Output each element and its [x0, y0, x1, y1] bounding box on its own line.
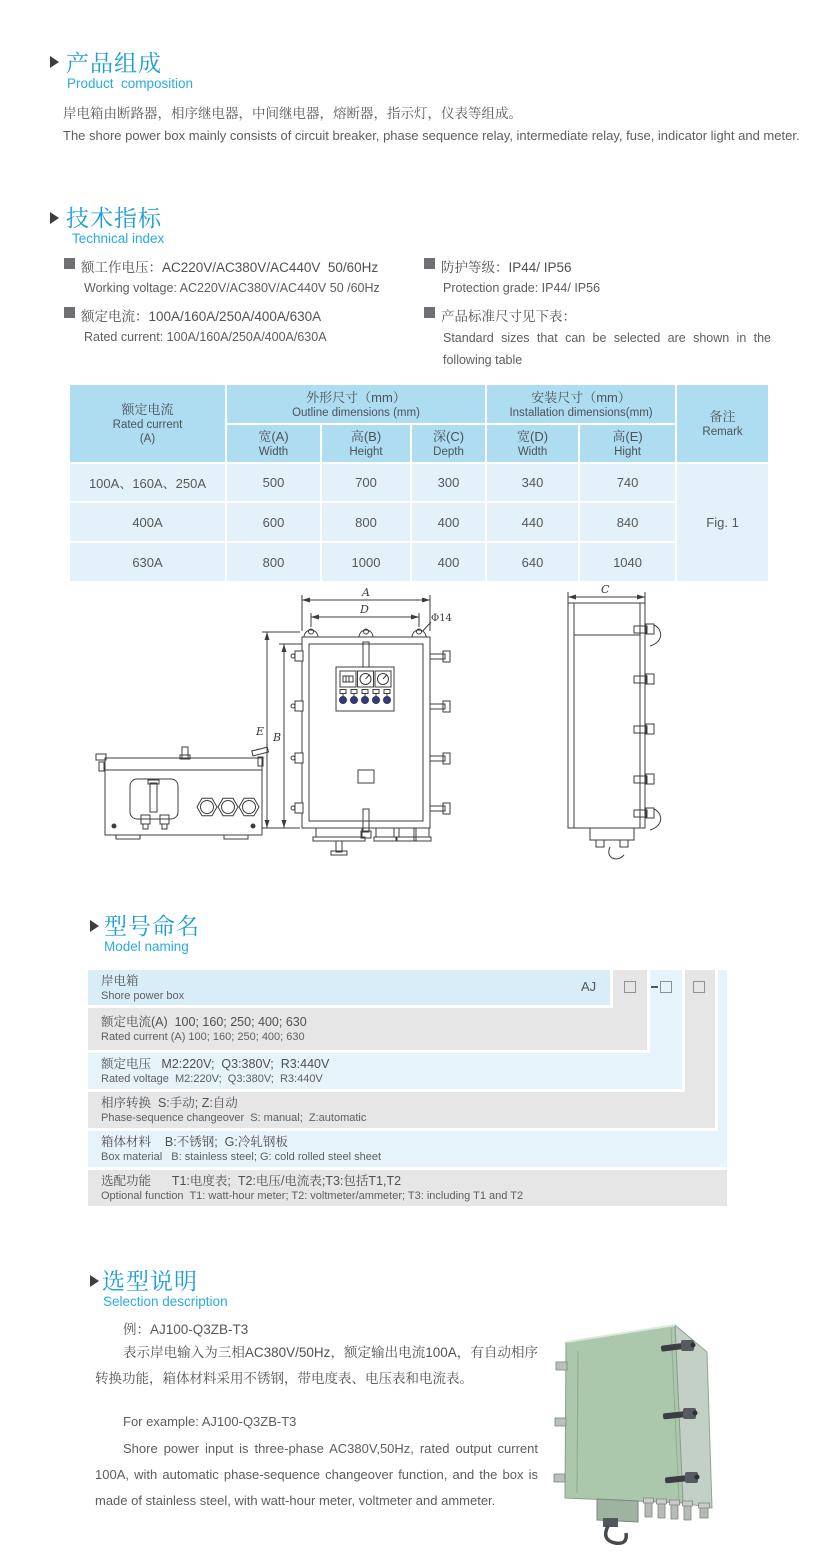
spec-working-voltage: [64, 256, 378, 276]
spec-rated-current-cn: 额定电流：100A/160A/250A/400A/630A: [81, 309, 322, 324]
cell-current: 100A、160A、250A: [69, 463, 226, 502]
col-group-installation: [486, 384, 676, 424]
drawing-bottom-view: [96, 747, 268, 839]
section-subtitle-model-naming: Model naming: [104, 939, 189, 954]
selection-body-en: Shore power input is three-phase AC380V,50Hz, rated output current 100A, with automatic phase-sequence changeover function, and the box is made of stainless steel, with watt-hour meter, voltmeter and ammeter.: [95, 1441, 538, 1508]
col-depth-c: 深(C) Depth: [411, 424, 486, 463]
section-title-model-naming: 型号命名: [104, 913, 200, 939]
product-composition-text-en: The shore power box mainly consists of circuit breaker, phase sequence relay, intermediate relay, fuse, indicator light and meter.: [63, 128, 800, 143]
installation-en: Installation dimensions(mm): [509, 406, 653, 419]
spec-rated-current: [64, 305, 321, 325]
naming-row-shore-power-box: 岸电箱 Shore power box: [88, 970, 610, 1005]
bottom-flange: [313, 828, 365, 855]
latch-icon: [430, 651, 450, 814]
table-row: [69, 463, 769, 502]
cell-e: 1040: [579, 542, 676, 582]
bottom-bracket: [590, 828, 634, 859]
section-arrow-icon: [90, 1275, 99, 1287]
cell-a: 500: [226, 463, 321, 502]
remark-cn: 备注: [709, 409, 736, 424]
installation-cn: 安装尺寸（mm）: [531, 389, 631, 405]
naming-row-box-material: 箱体材料 B:不锈钢; G:冷轧钢板 Box material B: stainless steel; G: cold rolled steel sheet: [88, 1131, 727, 1167]
square-bullet-icon: [64, 307, 75, 318]
product-composition-text-cn: 岸电箱由断路器，相序继电器，中间继电器，熔断器，指示灯，仪表等组成。: [63, 106, 522, 121]
col-height-b: 高(B) Height: [321, 424, 411, 463]
cell-d: 340: [486, 463, 579, 502]
hex-gland-icon: [197, 798, 259, 815]
spec-protection-grade-en: Protection grade: IP44/ IP56: [443, 281, 601, 295]
product-photo: [545, 1295, 810, 1565]
naming-row-phase-sequence: 相序转换 S:手动; Z:自动 Phase-sequence changeover S: manual; Z:automatic: [88, 1092, 715, 1128]
spec-protection-grade: [424, 256, 572, 276]
section-arrow-icon: [50, 56, 59, 68]
table-row: [69, 502, 769, 542]
drawing-front-view: [255, 586, 452, 855]
dim-label-hole: Φ14: [431, 613, 452, 624]
col-height-e: 高(E) Hight: [579, 424, 676, 463]
section-title-selection-description: 选型说明: [102, 1268, 198, 1294]
cable-gland-icon: [374, 828, 431, 841]
dim-label-A: A: [362, 586, 370, 599]
remark-en: Remark: [702, 426, 743, 438]
naming-row-rated-current: 额定电流(A) 100; 160; 250; 400; 630 Rated current (A) 100; 160; 250; 400; 630: [88, 1008, 647, 1050]
square-bullet-icon: [64, 258, 75, 269]
model-code-prefix: AJ: [581, 979, 597, 994]
col-width-d: 宽(D) Width: [486, 424, 579, 463]
section-title-technical-index: 技术指标: [66, 205, 162, 231]
outline-cn: 外形尺寸（mm）: [306, 389, 406, 405]
handle: [182, 747, 188, 759]
table-header-row: [69, 384, 769, 424]
section-subtitle-selection-description: Selection description: [103, 1294, 228, 1309]
outline-en: Outline dimensions (mm): [292, 406, 420, 419]
drawing-side-view: [568, 583, 661, 859]
model-naming-diagram: [88, 968, 728, 1208]
cell-b: 700: [321, 463, 411, 502]
dim-label-E: E: [256, 725, 265, 738]
cell-b: 1000: [321, 542, 411, 582]
cell-d: 640: [486, 542, 579, 582]
spec-standard-sizes-en: Standard sizes that can be selected are shown in the following table: [443, 331, 771, 367]
spec-standard-sizes: [424, 305, 576, 325]
cell-e: 840: [579, 502, 676, 542]
section-arrow-icon: [50, 212, 59, 224]
code-box-icon: [693, 981, 705, 993]
dim-label-D: D: [360, 603, 369, 616]
cell-c: 400: [411, 502, 486, 542]
col-group-outline: [226, 384, 486, 424]
front-cabinet-outline: [302, 637, 430, 828]
section-subtitle-product-composition: Product composition: [67, 76, 194, 91]
dim-label-B: B: [273, 731, 282, 744]
square-bullet-icon: [424, 307, 435, 318]
technical-drawing: [0, 583, 830, 893]
hinge-icon: [291, 651, 303, 813]
cell-d: 440: [486, 502, 579, 542]
col-header-remark: [676, 384, 769, 463]
cell-b: 800: [321, 502, 411, 542]
section-subtitle-technical-index: Technical index: [72, 231, 165, 246]
code-dash-icon: [651, 986, 658, 988]
square-bullet-icon: [424, 258, 435, 269]
col-header-rated-current: [69, 384, 226, 463]
col-width-a: 宽(A) Width: [226, 424, 321, 463]
rated-current-en: Rated current: [112, 419, 183, 431]
spec-working-voltage-en: Working voltage: AC220V/AC380V/AC440V 50 /60Hz: [84, 281, 380, 295]
code-box-icon: [624, 981, 636, 993]
body: [105, 770, 262, 835]
table-row: [69, 542, 769, 582]
cell-e: 740: [579, 463, 676, 502]
selection-body-cn: 表示岸电输入为三相AC380V/50Hz，额定输出电流100A，有自动相序转换功能，箱体材料采用不锈钢，带电度表、电压表和电流表。: [95, 1345, 538, 1386]
gasket: [130, 779, 178, 819]
cell-c: 300: [411, 463, 486, 502]
cell-a: 600: [226, 502, 321, 542]
mounting-lug-icon: [304, 629, 426, 637]
cell-a: 800: [226, 542, 321, 582]
meter-panel: [336, 667, 394, 711]
selection-example-en: For example: AJ100-Q3ZB-T3: [123, 1414, 297, 1429]
code-box-icon: [660, 981, 672, 993]
cell-remark: Fig. 1: [676, 463, 769, 582]
flange: [105, 758, 262, 770]
section-title-product-composition: 产品组成: [66, 50, 162, 76]
spec-rated-current-en: Rated current: 100A/160A/250A/400A/630A: [84, 330, 327, 344]
spec-working-voltage-cn: 额工作电压：AC220V/AC380V/AC440V 50/60Hz: [81, 260, 379, 275]
rated-current-cn: 额定电流: [121, 402, 174, 417]
naming-row-rated-voltage: 额定电压 M2:220V; Q3:380V; R3:440V Rated voltage M2:220V; Q3:380V; R3:440V: [88, 1053, 682, 1089]
dim-label-C: C: [601, 583, 610, 596]
naming-row-optional-function: 选配功能 T1:电度表; T2:电压/电流表;T3:包括T1,T2 Optional function T1: watt-hour meter; T2: voltmeter/ammeter; T3: including T1 and T2: [88, 1170, 727, 1206]
rated-current-unit: (A): [139, 433, 156, 445]
clamp-hook: [603, 1518, 626, 1543]
cell-c: 400: [411, 542, 486, 582]
cell-current: 400A: [69, 502, 226, 542]
section-arrow-icon: [90, 920, 99, 932]
side-cabinet-outline: [568, 603, 645, 828]
spec-protection-grade-cn: 防护等级：IP44/ IP56: [441, 260, 572, 275]
spec-standard-sizes-cn: 产品标准尺寸见下表：: [441, 309, 576, 324]
dimension-table: [68, 383, 770, 583]
selection-example-cn: 例：AJ100-Q3ZB-T3: [123, 1322, 249, 1337]
cell-current: 630A: [69, 542, 226, 582]
